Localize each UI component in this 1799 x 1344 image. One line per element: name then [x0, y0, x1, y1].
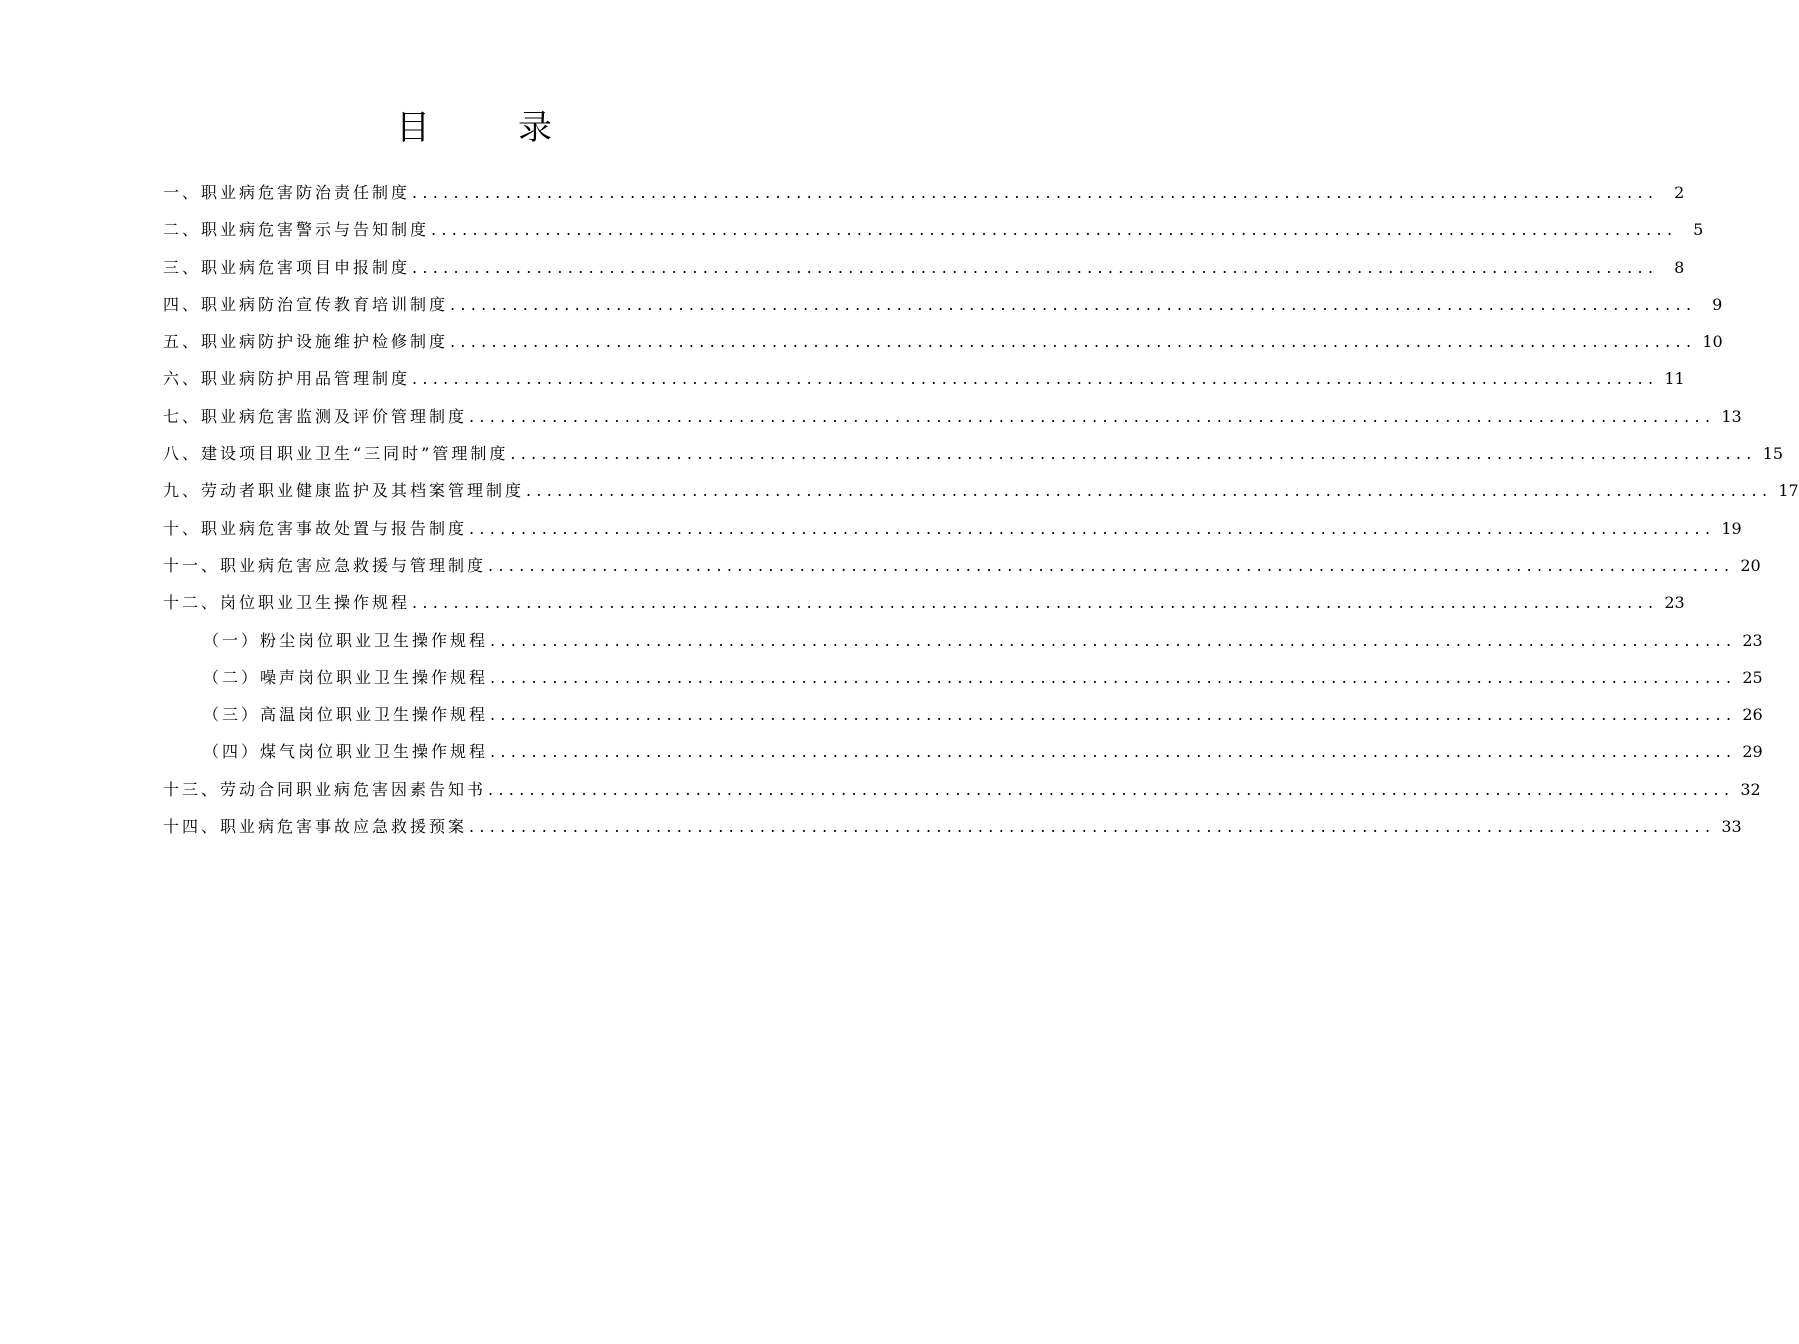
- toc-entry-page: 17: [1778, 481, 1799, 501]
- toc-entry-page: 32: [1740, 779, 1761, 799]
- toc-dot-leader: ........................................................................................................................: [412, 257, 1659, 277]
- toc-entry-page: 5: [1693, 220, 1704, 240]
- toc-entry[interactable]: [163, 476, 1799, 513]
- toc-dot-leader: ........................................................................................................................: [488, 779, 1735, 799]
- toc-dot-leader: ........................................................................................................................: [490, 667, 1737, 687]
- toc-entry[interactable]: [163, 551, 1761, 588]
- toc-entry-label: 四、职业病防治宣传教育培训制度: [163, 294, 449, 314]
- toc-sub-entry[interactable]: [163, 626, 1763, 663]
- toc-dot-leader: ........................................................................................................................: [450, 294, 1697, 314]
- toc-entry-label: （三）高温岗位职业卫生操作规程: [203, 705, 489, 725]
- toc-entry-label: 十四、职业病危害事故应急救援预案: [163, 817, 468, 837]
- toc-sub-entry[interactable]: [163, 737, 1763, 774]
- toc-entry-page: 23: [1742, 630, 1763, 650]
- toc-dot-leader: ........................................................................................................................: [490, 630, 1737, 650]
- toc-entry-page: 10: [1702, 332, 1723, 352]
- toc-entry-label: 八、建设项目职业卫生“三同时”管理制度: [163, 444, 509, 464]
- toc-dot-leader: ........................................................................................................................: [526, 481, 1773, 501]
- toc-entry[interactable]: [163, 775, 1761, 812]
- toc-entry[interactable]: [163, 439, 1784, 476]
- toc-dot-leader: ........................................................................................................................: [490, 705, 1737, 725]
- toc-entry[interactable]: [163, 290, 1723, 327]
- toc-list: [163, 178, 1799, 849]
- toc-entry[interactable]: [163, 402, 1742, 439]
- toc-entry-page: 23: [1664, 593, 1685, 613]
- toc-sub-entry[interactable]: [163, 663, 1763, 700]
- toc-entry-page: 13: [1721, 406, 1742, 426]
- toc-entry-page: 25: [1742, 667, 1763, 687]
- toc-dot-leader: ........................................................................................................................: [412, 183, 1659, 202]
- toc-entry-label: （四）煤气岗位职业卫生操作规程: [203, 742, 489, 762]
- toc-entry[interactable]: [163, 364, 1685, 401]
- toc-entry-label: 五、职业病防护设施维护检修制度: [163, 332, 449, 352]
- toc-entry-page: 15: [1762, 444, 1784, 464]
- toc-entry-page: 11: [1664, 369, 1685, 389]
- toc-entry-label: 一、职业病危害防治责任制度: [163, 183, 411, 202]
- toc-dot-leader: ........................................................................................................................: [431, 220, 1678, 240]
- toc-entry-label: 七、职业病危害监测及评价管理制度: [163, 406, 468, 426]
- toc-dot-leader: ........................................................................................................................: [450, 332, 1697, 352]
- toc-entry[interactable]: [163, 812, 1742, 849]
- toc-entry-label: 二、职业病危害警示与告知制度: [163, 220, 430, 240]
- toc-dot-leader: ........................................................................................................................: [510, 444, 1757, 464]
- toc-entry-label: 十三、劳动合同职业病危害因素告知书: [163, 779, 487, 799]
- toc-entry-label: （一）粉尘岗位职业卫生操作规程: [203, 630, 489, 650]
- toc-entry-page: 8: [1674, 257, 1685, 277]
- toc-title: [0, 100, 950, 149]
- toc-entry[interactable]: [163, 253, 1685, 290]
- toc-dot-leader: ........................................................................................................................: [490, 742, 1737, 762]
- toc-entry-page: 26: [1742, 705, 1763, 725]
- toc-dot-leader: ........................................................................................................................: [469, 518, 1716, 538]
- toc-entry-page: 19: [1721, 518, 1742, 538]
- toc-title-char-2: 录: [518, 108, 554, 148]
- toc-sub-entry[interactable]: [163, 700, 1763, 737]
- toc-dot-leader: ........................................................................................................................: [469, 817, 1716, 837]
- toc-dot-leader: ........................................................................................................................: [469, 406, 1716, 426]
- toc-entry-label: 十一、职业病危害应急救援与管理制度: [163, 555, 487, 575]
- toc-dot-leader: ........................................................................................................................: [412, 593, 1659, 613]
- toc-entry-label: 九、劳动者职业健康监护及其档案管理制度: [163, 481, 525, 501]
- toc-entry[interactable]: [163, 588, 1685, 625]
- toc-entry-page: 9: [1712, 294, 1723, 314]
- toc-dot-leader: ........................................................................................................................: [488, 555, 1735, 575]
- toc-entry-page: 20: [1740, 555, 1761, 575]
- toc-entry-label: 六、职业病防护用品管理制度: [163, 369, 411, 389]
- toc-entry-page: 2: [1674, 183, 1685, 202]
- toc-entry[interactable]: [163, 178, 1685, 215]
- toc-entry-page: 29: [1742, 742, 1763, 762]
- toc-entry-label: 三、职业病危害项目申报制度: [163, 257, 411, 277]
- toc-entry-page: 33: [1721, 817, 1742, 837]
- toc-entry-label: （二）噪声岗位职业卫生操作规程: [203, 667, 489, 687]
- toc-entry-label: 十二、岗位职业卫生操作规程: [163, 593, 411, 613]
- toc-entry[interactable]: [163, 514, 1742, 551]
- toc-title-char-1: 目: [396, 108, 432, 148]
- toc-entry-label: 十、职业病危害事故处置与报告制度: [163, 518, 468, 538]
- toc-entry[interactable]: [163, 327, 1723, 364]
- toc-dot-leader: ........................................................................................................................: [412, 369, 1659, 389]
- toc-entry[interactable]: [163, 215, 1704, 252]
